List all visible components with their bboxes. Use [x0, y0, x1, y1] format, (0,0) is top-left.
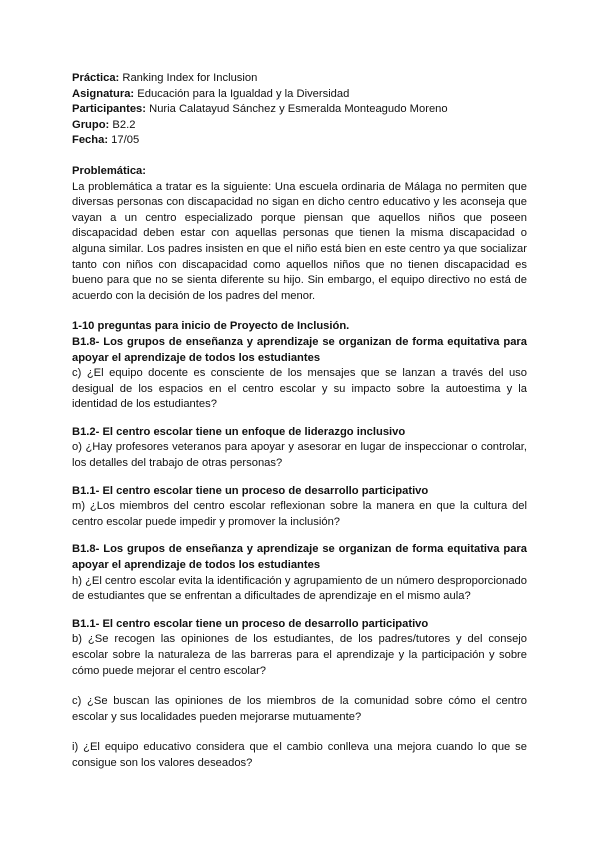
question-item: c) ¿El equipo docente es consciente de los mensajes que se lanzan a través del uso desigual de los espacios en el centro escolar y su impacto sobre la autoestima y la identidad de los estudiantes?	[72, 367, 527, 411]
section-3	[72, 484, 527, 531]
meta-fecha: Fecha: 17/05	[72, 134, 140, 147]
question-item: c) ¿Se buscan las opiniones de los miembros de la comunidad sobre cómo el centro escolar y sus localidades pueden mejorarse mutuamente?	[72, 695, 527, 723]
section-5	[72, 617, 527, 772]
section-heading: B1.1- El centro escolar tiene un proceso de desarrollo participativo	[72, 617, 429, 630]
section-2	[72, 425, 527, 472]
question-item: i) ¿El equipo educativo considera que el cambio conlleva una mejora cuando lo que se consigue son los valores deseados?	[72, 741, 527, 769]
section-heading: B1.1- El centro escolar tiene un proceso de desarrollo participativo	[72, 484, 429, 497]
document-body	[72, 71, 527, 772]
problem-text: La problemática a tratar es la siguiente: Una escuela ordinaria de Málaga no permiten que diversas personas con discapacidad no sigan en dicho centro educativo y les aconseja que vayan a un centro especializado porque piensan que aquellos niños que poseen discapacidad deben estar con aquellas personas que tienen la misma discapacidad o alguna similar. Los padres insisten en que el niño está bien en este centro ya que socializar tanto con niños con discapacidad como aquellos niños que no tienen discapacidad es bueno para que no se sienta diferente su hijo. Sin embargo, el equipo directivo no está de acuerdo con la decisión de los padres del menor.	[72, 180, 527, 302]
meta-practica: Práctica: Ranking Index for Inclusion	[72, 72, 258, 84]
meta-participantes: Participantes: Nuria Calatayud Sánchez y Esmeralda Monteagudo Moreno	[72, 103, 448, 116]
question-item: m) ¿Los miembros del centro escolar reflexionan sobre la manera en que la cultura del centro escolar puede impedir y promover la inclusión?	[72, 500, 527, 528]
section-heading: B1.2- El centro escolar tiene un enfoque de liderazgo inclusivo	[72, 425, 406, 438]
meta-block	[72, 71, 527, 149]
meta-asignatura: Asignatura: Educación para la Igualdad y la Diversidad	[72, 87, 350, 100]
questions-title: 1-10 preguntas para inicio de Proyecto de Inclusión.	[72, 320, 350, 333]
question-item: h) ¿El centro escolar evita la identificación y agrupamiento de un número desproporcionado de estudiantes que se enfrentan a dificultades de aprendizaje en el mismo aula?	[72, 574, 527, 603]
section-heading: B1.8- Los grupos de enseñanza y aprendizaje se organizan de forma equitativa para apoyar el aprendizaje de todos los estudiantes	[72, 543, 527, 572]
meta-grupo: Grupo: B2.2	[72, 118, 136, 131]
section-4	[72, 542, 527, 604]
section-1	[72, 335, 527, 413]
section-heading: B1.8- Los grupos de enseñanza y aprendizaje se organizan de forma equitativa para apoyar el aprendizaje de todos los estudiantes	[72, 335, 527, 364]
question-item: b) ¿Se recogen las opiniones de los estudiantes, de los padres/tutores y del consejo escolar sobre la naturaleza de las barreras para el aprendizaje y la participación y sobre cómo puede mejorar el centro escolar?	[72, 633, 527, 677]
question-item: o) ¿Hay profesores veteranos para apoyar y asesorar en lugar de inspeccionar o controlar, los detalles del trabajo de otras personas?	[72, 441, 527, 470]
problem-heading: Problemática:	[72, 164, 146, 177]
